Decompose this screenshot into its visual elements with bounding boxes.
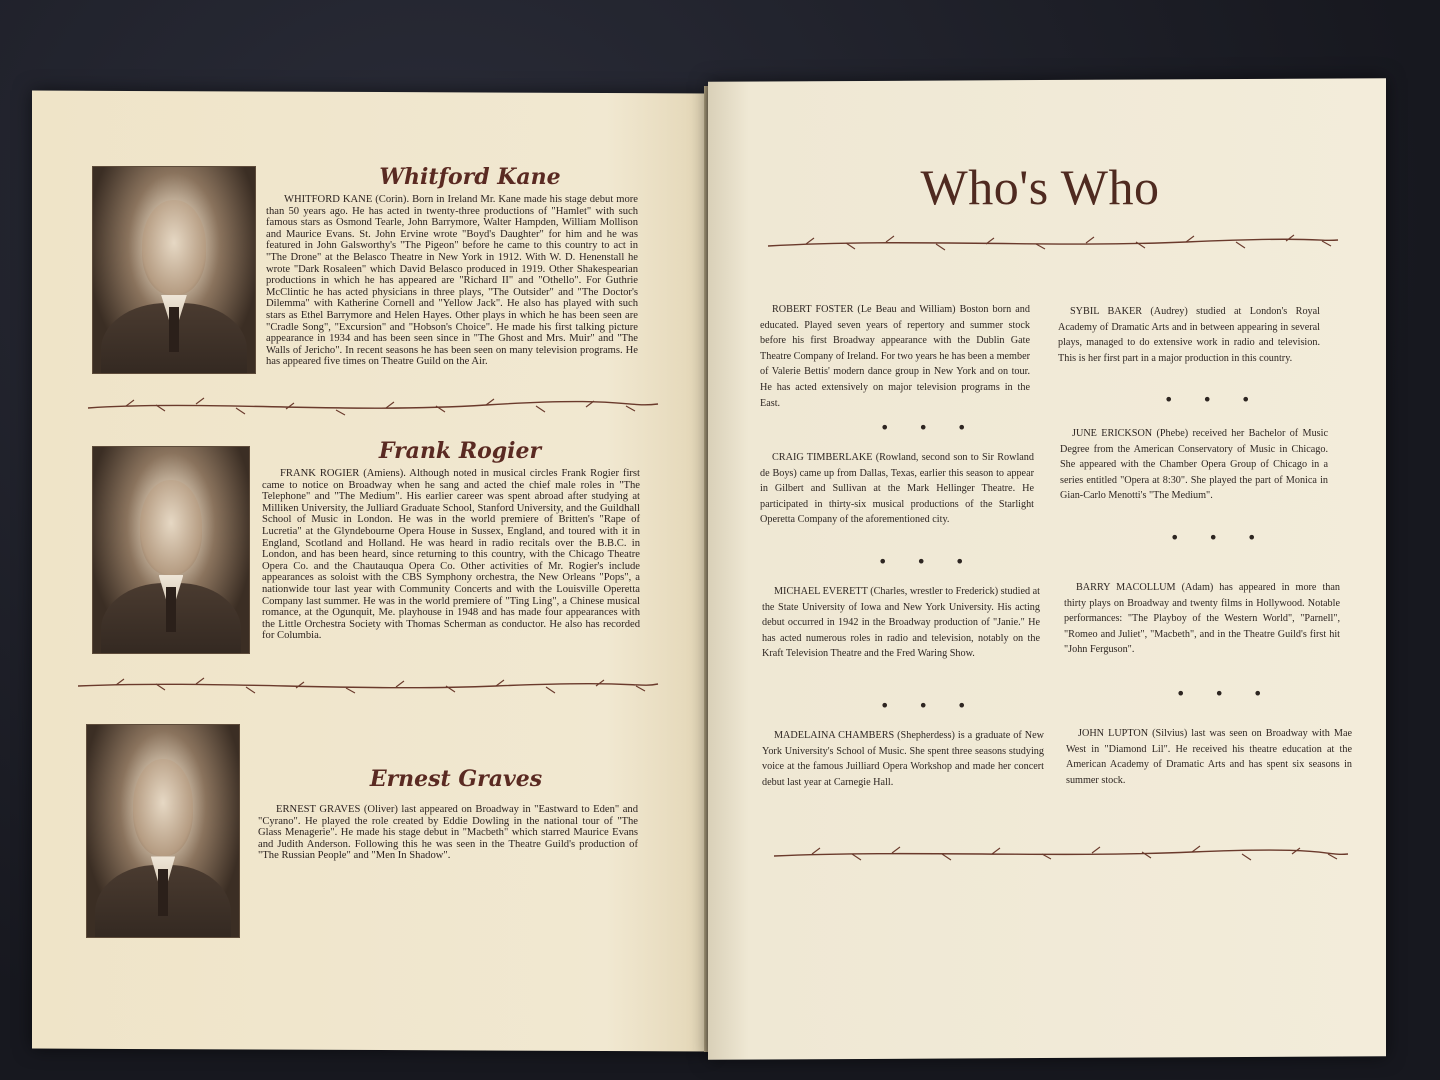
frank-rogier-photo [92, 446, 250, 654]
ernest-graves-heading: Ernest Graves [369, 766, 543, 792]
bio-michael-everett: MICHAEL EVERETT (Charles, wrestler to Frederick) studied at the State University of Iowa and New York University. His acting debut occurred in 1942 in the Broadway production of "Janie." He has acted numerous roles in radio and television, notably on the Kraft Television Theatre and the Fred Waring Show. [762, 586, 1040, 660]
separator-dots: • • • [1164, 390, 1263, 409]
separator-dots: • • • [880, 418, 979, 437]
frank-rogier-heading: Frank Rogier [378, 438, 542, 464]
separator-dots: • • • [1170, 528, 1269, 547]
separator-dots: • • • [1176, 684, 1275, 703]
right-page [708, 78, 1386, 1060]
vine-divider-icon [86, 396, 660, 418]
whitford-kane-heading: Whitford Kane [379, 164, 561, 190]
vine-divider-icon [766, 232, 1340, 254]
bio-robert-foster: ROBERT FOSTER (Le Beau and William) Boston born and educated. Played seven years of repertory and summer stock before his first Broadway appearance with the Dublin Gate Theatre Company of Ireland. For two years he has been a member of Valerie Bettis' modern dance group in New York and on tour. He has acted extensively on major television programs in the East. [760, 304, 1030, 409]
whitford-kane-bio: WHITFORD KANE (Corin). Born in Ireland Mr. Kane made his stage debut more than 50 years ago. He has acted in twenty-three productions of "Hamlet" with such famous stars as Osmond Tearle, John Barrymore, Walter Hampden, William Mollison and Maurice Evans. St. John Ervine wrote "Boyd's Daughter" for him and he was featured in John Galsworthy's "The Pigeon" before he came to this country to act in "The Drone" at the Belasco Theatre in New York in 1912. With W. D. Henenstall he wrote "Dark Rosaleen" which David Belasco produced in 1919. Other Shakespearian productions in which he has appeared are "Richard II" and "Othello". For Guthrie McClintic he has acted physicians in three plays, "The Outsider" and "The Doctor's Dilemma" with Katherine Cornell and "Yellow Jack". He also has played with such stars as Ethel Barrymore and Helen Hayes. Other plays in which he has been seen are "Cradle Song", "Excursion" and "Hobson's Choice". He made his first talking picture appearance in 1934 and has been seen since in "The Ghost and Mrs. Muir" and "The Walls of Jericho". In recent seasons he has been seen on many television programs. He has appeared five times on Theatre Guild on the Air. [266, 194, 638, 368]
page-title: Who's Who [920, 159, 1160, 215]
bio-madelaina-chambers: MADELAINA CHAMBERS (Shepherdess) is a graduate of New York University's School of Music. She spent three seasons studying voice at the famous Juilliard Opera Workshop and made her concert debut last year at Carnegie Hall. [762, 730, 1044, 788]
frank-rogier-bio: FRANK ROGIER (Amiens). Although noted in musical circles Frank Rogier first came to notice on Broadway when he sang and acted the chief male roles in "The Telephone" and "The Medium". His earlier career was spent abroad after studying at Milliken University, the Julliard Graduate School, Stanford University, and the Guildhall School of Music in London. He was in the world premiere of Britten's "Rape of Lucretia" at the Glyndebourne Opera House in Sussex, England, and toured with it in England, Scotland and Holland. He was heard in radio recitals over the B.B.C. in London, and has been heard, since returning to this country, with the Chicago Theatre Opera Co. and the Chautauqua Opera Co. Other activities of Mr. Rogier's include appearances as soloist with the CBS Symphony orchestra, the New Orleans "Pops", a nationwide tour last year with Community Concerts and with the Louisville Operetta Company last summer. He was in the world premiere of "Ting Ling", a Chinese musical romance, at the Ogunquit, Me. playhouse in 1948 and has made four appearances with the Little Orchestra Society with Thomas Scherman as conductor. He also has recorded for Columbia. [262, 468, 640, 642]
separator-dots: • • • [880, 696, 979, 715]
bio-barry-macollum: BARRY MACOLLUM (Adam) has appeared in more than thirty plays on Broadway and twenty films in Hollywood. Notable performances: "The Playboy of the Western World", "Parnell", "Romeo and Juliet", "Macbeth", and in the Theatre Guild's first hit "John Ferguson". [1064, 582, 1340, 656]
vine-divider-icon [772, 842, 1350, 864]
ernest-graves-bio: ERNEST GRAVES (Oliver) last appeared on Broadway in "Eastward to Eden" and "Cyrano". He played the role created by Eddie Dowling in the national tour of "The Glass Menagerie". He made his stage debut in "Macbeth" which starred Maurice Evans and Judith Anderson. Following this he was seen in the Theatre Guild's production of "The Russian People" and "Men In Shadow". [258, 804, 638, 862]
bio-june-erickson: JUNE ERICKSON (Phebe) received her Bachelor of Music Degree from the American Conservatory of Music in Chicago. She appeared with the Chamber Opera Group of Chicago in a series entitled "Opera at 8:30". She played the part of Monica in Gian-Carlo Menotti's "The Medium". [1060, 428, 1328, 502]
bio-sybil-baker: SYBIL BAKER (Audrey) studied at London's Royal Academy of Dramatic Arts and in between appearing in several plays, managed to do extensive work in radio and television. This is her first part in a major production in this country. [1058, 306, 1320, 364]
vine-divider-icon [76, 676, 660, 698]
bio-craig-timberlake: CRAIG TIMBERLAKE (Rowland, second son to Sir Rowland de Boys) came up from Dallas, Texas, earlier this season to appear in Gilbert and Sullivan at the Mark Hellinger Theatre. He participated in thirty-six musical productions of the Starlight Operetta Company of the aforementioned city. [760, 452, 1034, 526]
bio-john-lupton: JOHN LUPTON (Silvius) last was seen on Broadway with Mae West in "Diamond Lil". He received his theatre education at the American Academy of Dramatic Arts and has spent six seasons in summer stock. [1066, 728, 1352, 786]
separator-dots: • • • [878, 552, 977, 571]
whitford-kane-photo [92, 166, 256, 374]
ernest-graves-photo [86, 724, 240, 938]
